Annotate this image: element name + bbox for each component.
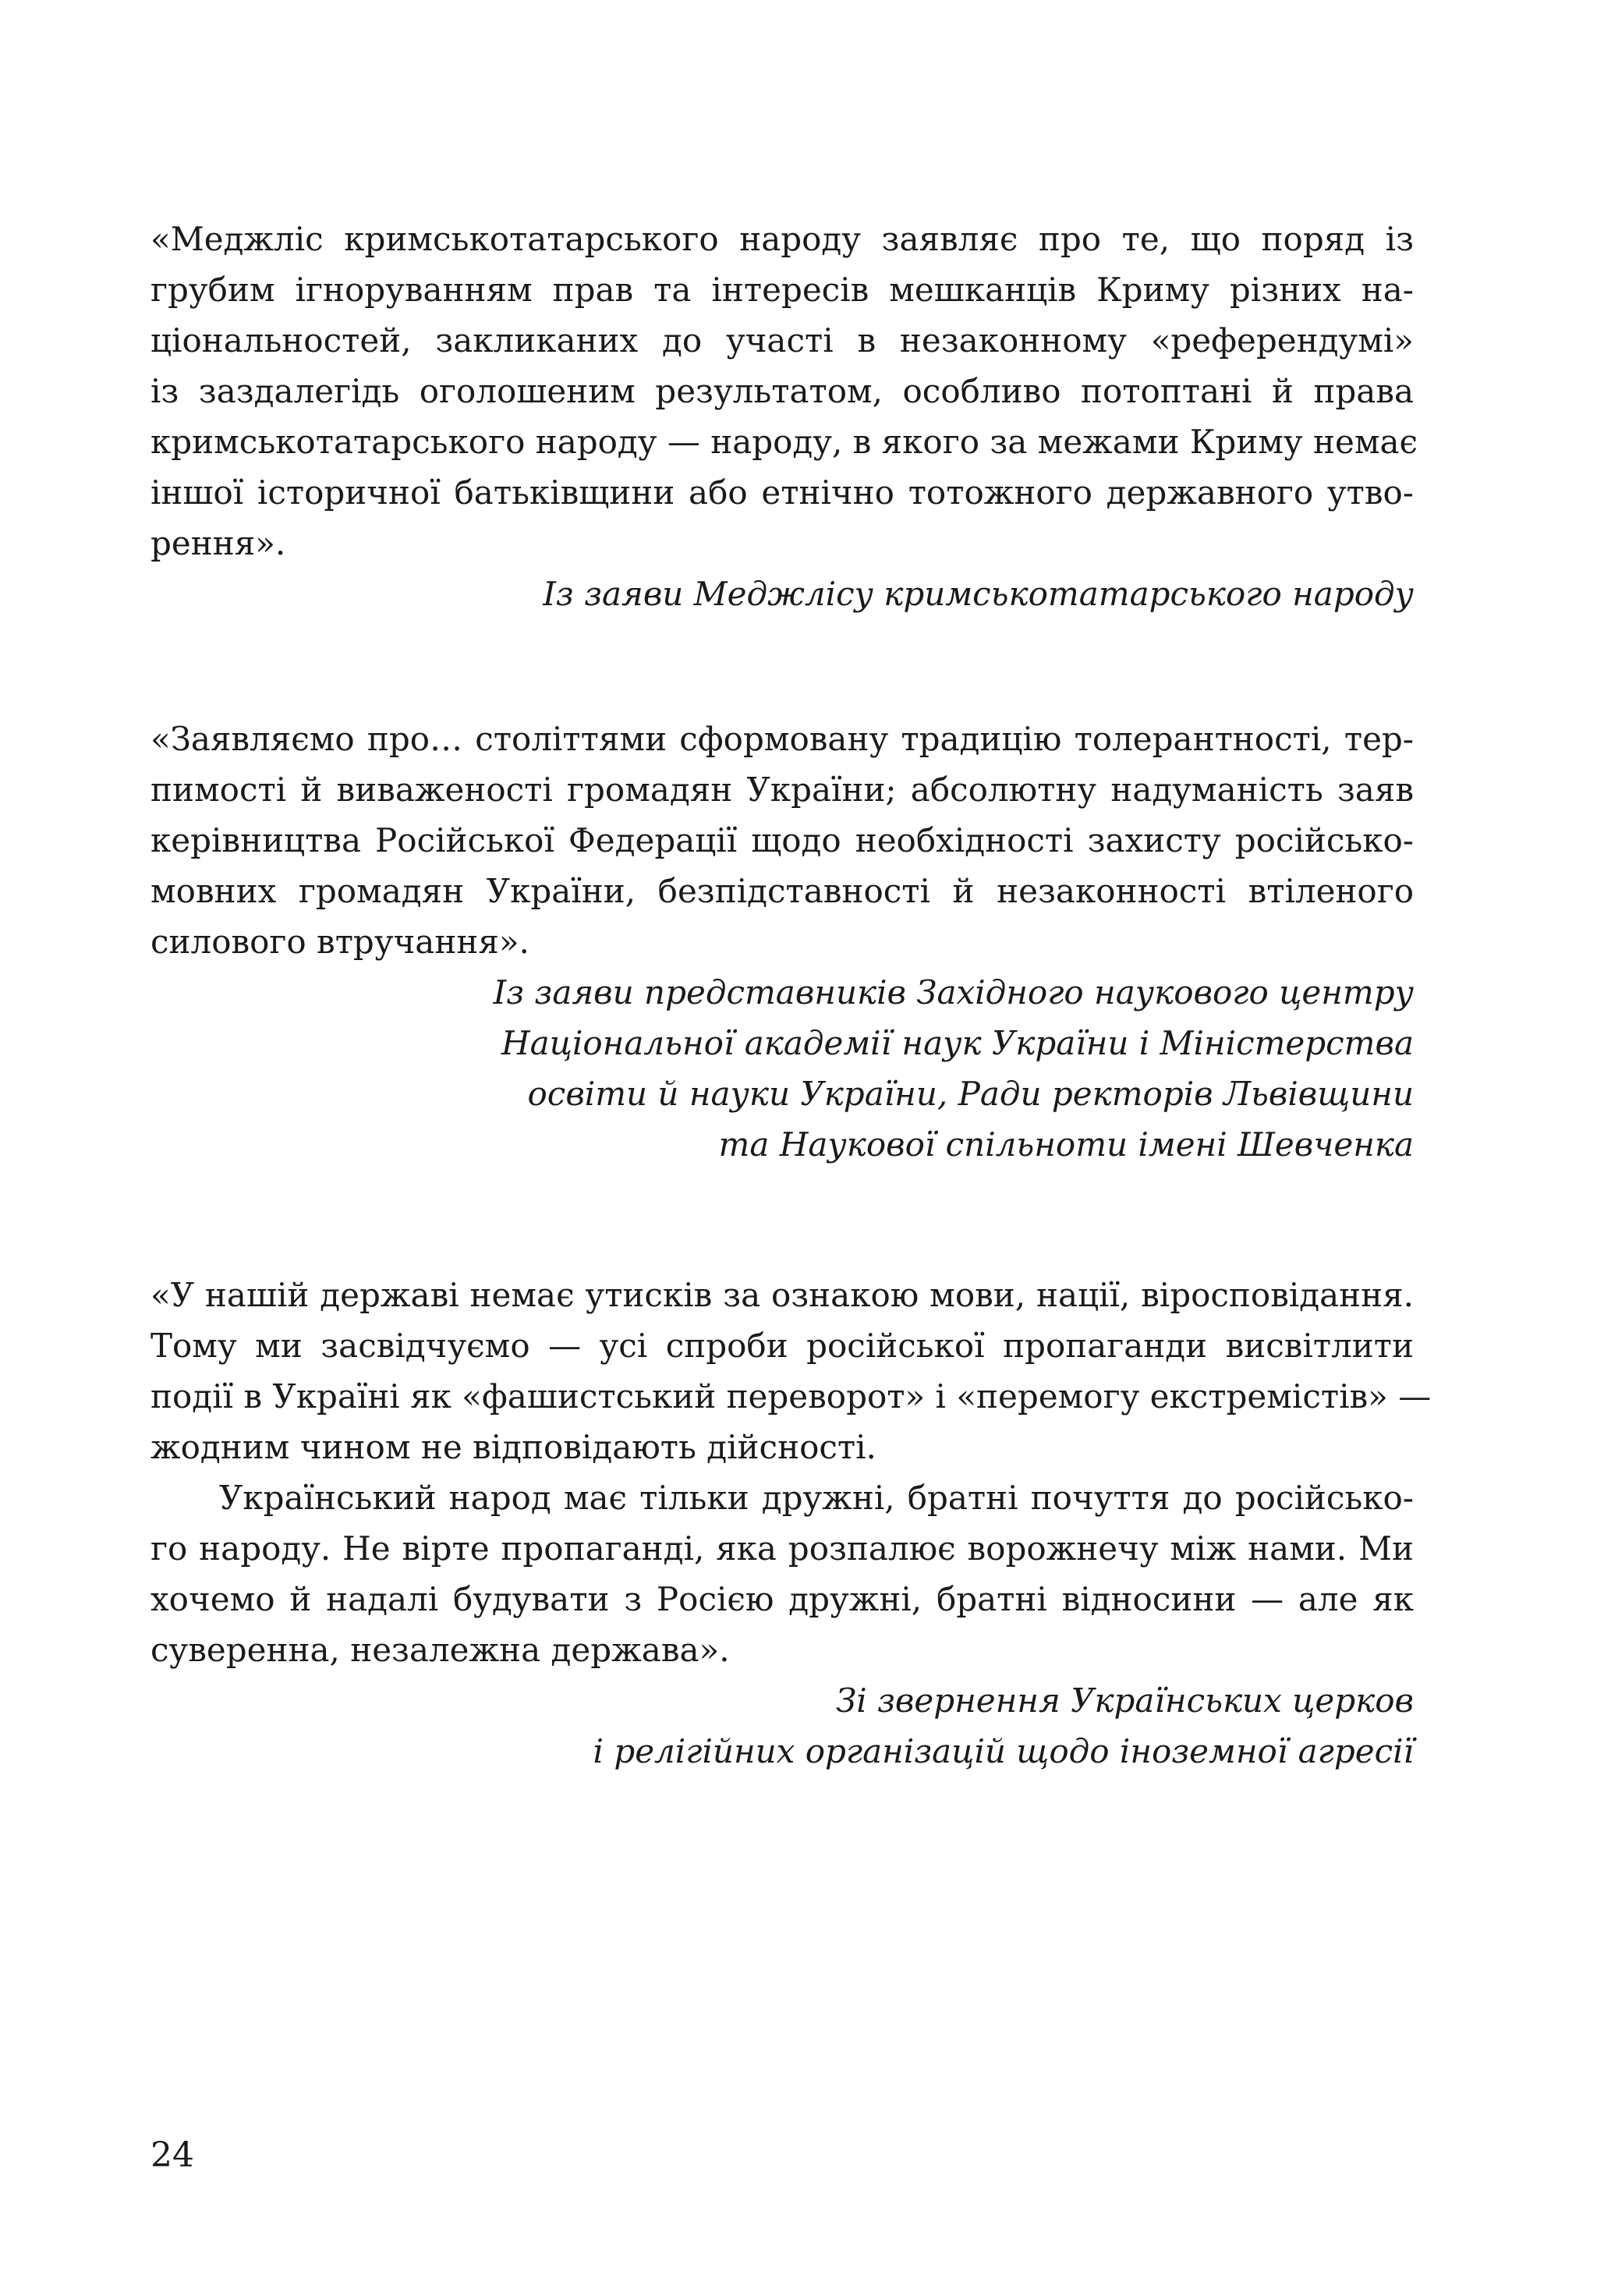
quote-attribution: Із заяви Меджлісу кримськотатарського народу bbox=[543, 575, 1414, 613]
quote-attribution: Із заяви представників Західного наукового центру bbox=[493, 973, 1414, 1012]
quote-line: суверенна, незалежна держава». bbox=[150, 1631, 730, 1669]
quote-attribution: та Наукової спільноти імені Шевченка bbox=[718, 1125, 1414, 1164]
quote-line: силового втручання». bbox=[150, 923, 529, 961]
quote-line: Український народ має тільки дружні, братні почуття до російсько- bbox=[219, 1479, 1414, 1517]
quote-attribution: Зі звернення Українських церков bbox=[836, 1681, 1414, 1720]
quote-line: «Заявляємо про… століттями сформовану традицію толерантності, тер- bbox=[150, 720, 1414, 758]
quote-block-churches bbox=[150, 1270, 1432, 1777]
quote-line: хочемо й надалі будувати з Росією дружні, братні відносини — але як bbox=[150, 1580, 1414, 1618]
quote-line: Тому ми засвідчуємо — усі спроби російської пропаганди висвітлити bbox=[150, 1327, 1414, 1365]
quote-line: мовних громадян України, безпідставності й незаконності втіленого bbox=[150, 872, 1414, 910]
quote-line: грубим ігноруванням прав та інтересів мешканців Криму різних на- bbox=[150, 271, 1414, 309]
page-number: 24 bbox=[150, 2135, 194, 2175]
quote-line: рення». bbox=[150, 524, 286, 562]
quote-line: го народу. Не вірте пропаганді, яка розпалює ворожнечу між нами. Ми bbox=[150, 1529, 1414, 1568]
quote-line: жодним чином не відповідають дійсності. bbox=[150, 1428, 876, 1466]
quote-attribution: і релігійних організацій щодо іноземної агресії bbox=[593, 1732, 1414, 1770]
quote-line: «Меджліс кримськотатарського народу заявляє про те, що поряд із bbox=[150, 220, 1414, 258]
quote-line: події в Україні як «фашистський переворот» і «перемогу екстремістів» — bbox=[150, 1377, 1432, 1416]
quote-block-mejlis bbox=[150, 214, 1418, 619]
quote-line: пимості й виваженості громадян України; абсолютну надуманість заяв bbox=[150, 771, 1414, 809]
quote-line: іншої історичної батьківщини або етнічно тотожного державного утво- bbox=[150, 473, 1414, 512]
quote-line: «У нашій державі немає утисків за ознакою мови, нації, віросповідання. bbox=[150, 1276, 1414, 1314]
quote-line: кримськотатарського народу — народу, в якого за межами Криму немає bbox=[150, 423, 1418, 461]
quote-line: ціональностей, закликаних до участі в незаконному «референдумі» bbox=[150, 321, 1414, 360]
quote-line: керівництва Російської Федерації щодо необхідності захисту російсько- bbox=[150, 821, 1414, 859]
quote-line: із заздалегідь оголошеним результатом, особливо потоптані й права bbox=[150, 372, 1414, 410]
quote-attribution: освіти й науки України, Ради ректорів Львівщини bbox=[527, 1075, 1414, 1113]
quote-attribution: Національної академії наук України і Міністерства bbox=[501, 1024, 1414, 1062]
quote-block-scientists bbox=[150, 714, 1414, 1170]
